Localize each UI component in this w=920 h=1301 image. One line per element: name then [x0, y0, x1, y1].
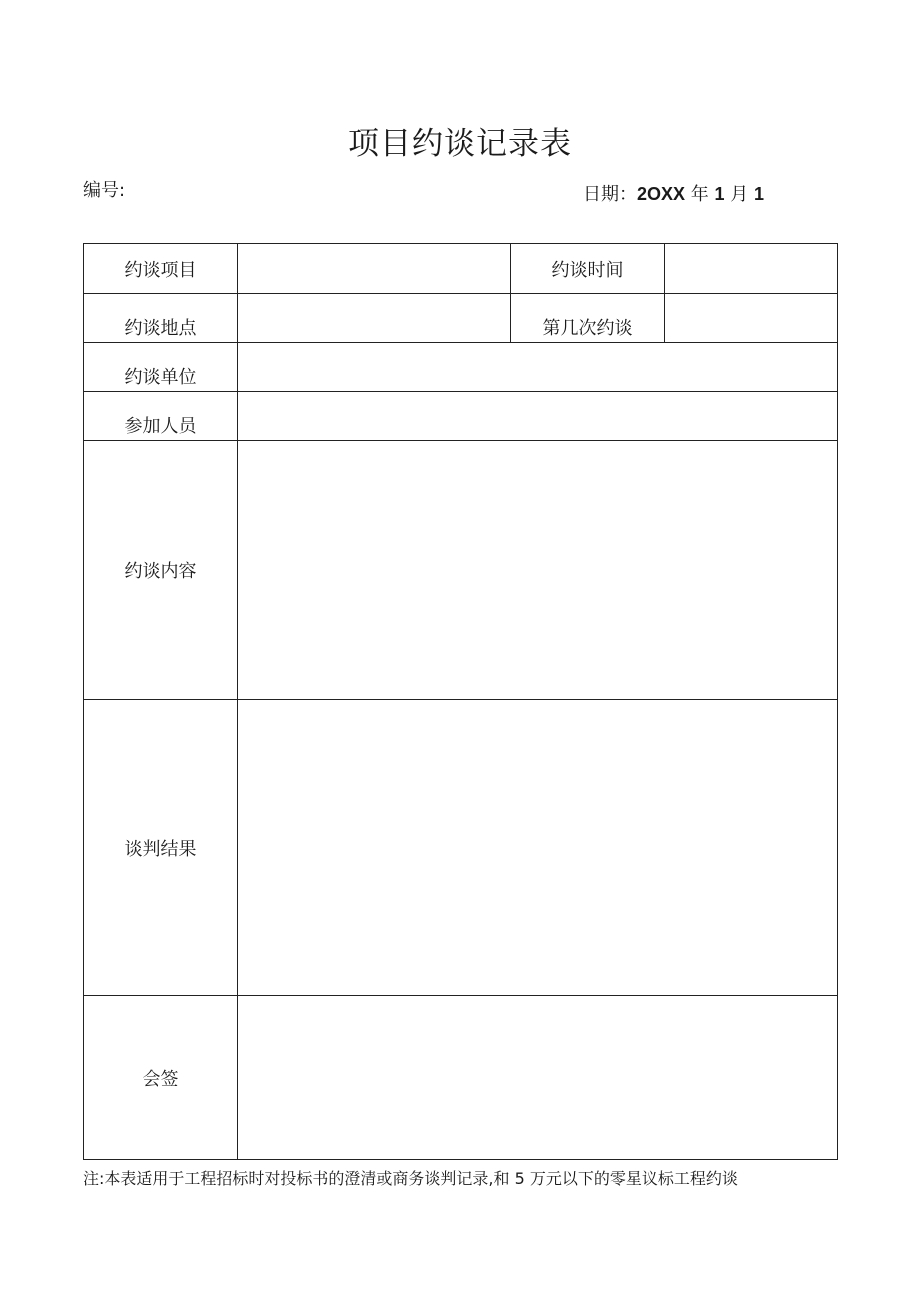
table-row	[84, 996, 838, 1160]
time-field[interactable]	[665, 244, 838, 294]
footnote: 注:本表适用于工程招标时对投标书的澄清或商务谈判记录,和 5 万元以下的零星议标工程约谈	[83, 1169, 738, 1188]
interview-record-table	[83, 243, 838, 1160]
content-label: 约谈内容	[84, 441, 238, 700]
date-day: 1	[753, 184, 764, 204]
time-label: 约谈时间	[511, 244, 665, 294]
location-label: 约谈地点	[84, 294, 238, 343]
date-line	[583, 180, 764, 206]
round-field[interactable]	[665, 294, 838, 343]
signoff-field[interactable]	[238, 996, 838, 1160]
table-row	[84, 294, 838, 343]
table-row	[84, 244, 838, 294]
unit-label: 约谈单位	[84, 343, 238, 392]
project-field[interactable]	[238, 244, 511, 294]
document-title: 项目约谈记录表	[348, 126, 572, 162]
table-row	[84, 343, 838, 392]
participants-label: 参加人员	[84, 392, 238, 441]
location-field[interactable]	[238, 294, 511, 343]
date-year: 2OXX	[637, 184, 686, 204]
date-year-unit: 年	[690, 184, 709, 205]
result-label: 谈判结果	[84, 700, 238, 996]
date-month-unit: 月	[730, 184, 749, 205]
project-label: 约谈项目	[84, 244, 238, 294]
participants-field[interactable]	[238, 392, 838, 441]
table-row	[84, 700, 838, 996]
result-field[interactable]	[238, 700, 838, 996]
content-field[interactable]	[238, 441, 838, 700]
table-row	[84, 441, 838, 700]
signoff-label: 会签	[84, 996, 238, 1160]
table-row	[84, 392, 838, 441]
date-label: 日期：	[583, 184, 637, 205]
unit-field[interactable]	[238, 343, 838, 392]
serial-number-label: 编号:	[83, 180, 126, 201]
round-label: 第几次约谈	[511, 294, 665, 343]
date-month: 1	[714, 184, 725, 204]
